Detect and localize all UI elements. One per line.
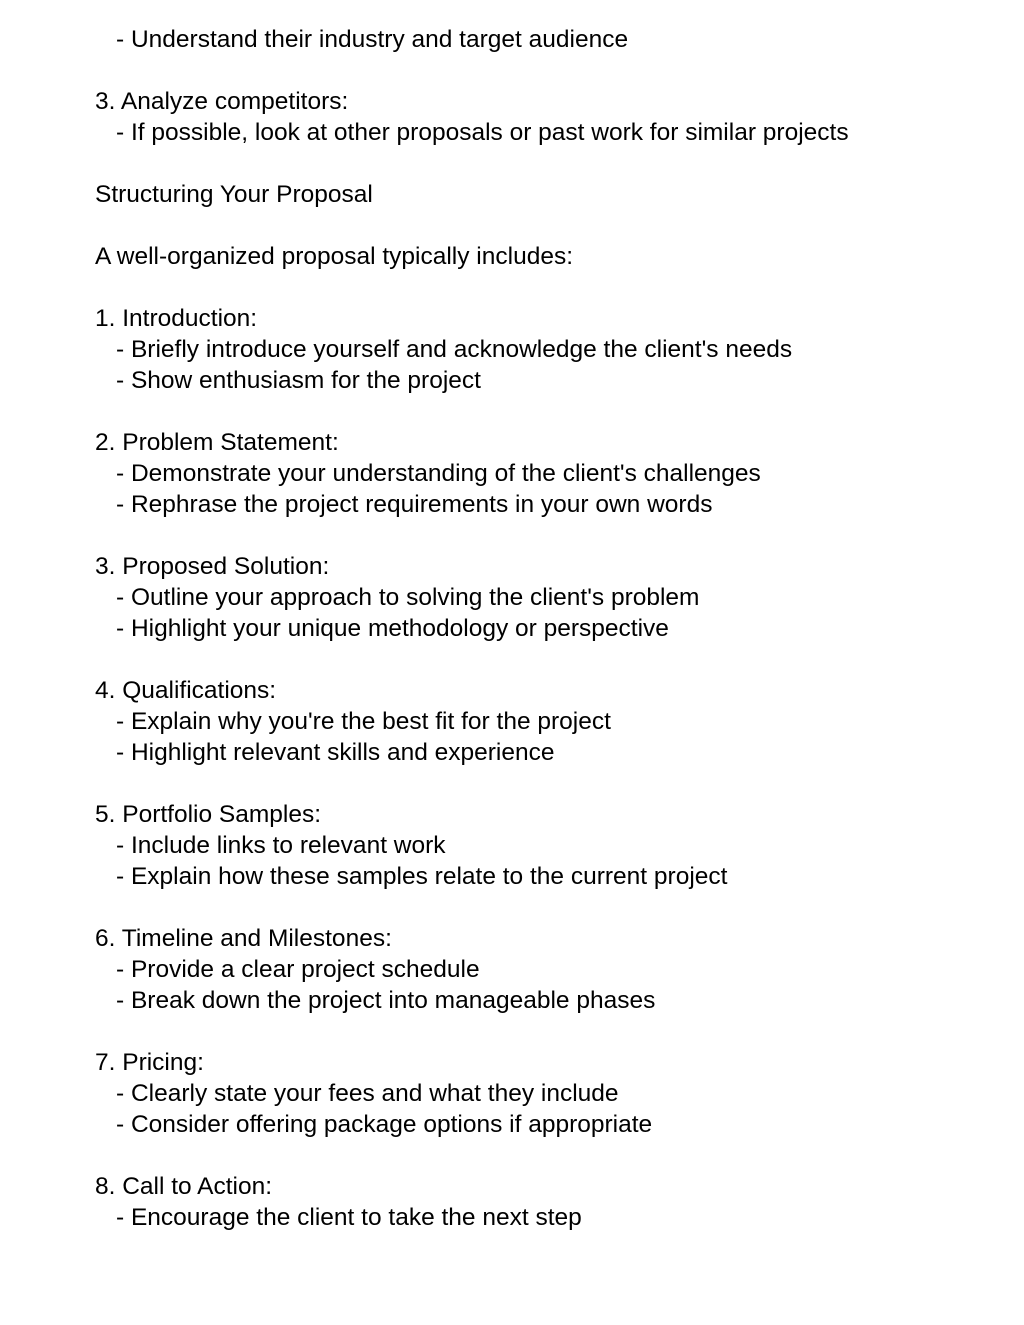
blank-line — [95, 892, 995, 923]
blank-line — [95, 768, 995, 799]
blank-line — [95, 55, 995, 86]
bullet-line: - Encourage the client to take the next step — [116, 1204, 582, 1231]
bullet-line: - Highlight relevant skills and experience — [116, 739, 555, 766]
bullet-line: - Include links to relevant work — [116, 832, 446, 859]
numbered-heading: 5. Portfolio Samples: — [95, 801, 322, 828]
blank-line — [95, 1016, 995, 1047]
bullet-line: - Provide a clear project schedule — [116, 956, 480, 983]
blank-line — [95, 644, 995, 675]
blank-line — [95, 1140, 995, 1171]
bullet-line: - Clearly state your fees and what they include — [116, 1080, 619, 1107]
numbered-heading: 3. Proposed Solution: — [95, 553, 330, 580]
blank-line — [95, 272, 995, 303]
bullet-line: - Outline your approach to solving the client's problem — [116, 584, 700, 611]
numbered-heading: 2. Problem Statement: — [95, 429, 339, 456]
numbered-heading: 3. Analyze competitors: — [95, 88, 349, 115]
numbered-heading: 7. Pricing: — [95, 1049, 204, 1076]
numbered-heading: 8. Call to Action: — [95, 1173, 273, 1200]
bullet-line: - Demonstrate your understanding of the client's challenges — [116, 460, 761, 487]
paragraph-line: Structuring Your Proposal — [95, 181, 373, 208]
bullet-line: - Explain why you're the best fit for the project — [116, 708, 611, 735]
bullet-line: - Explain how these samples relate to the current project — [116, 863, 728, 890]
bullet-line: - Break down the project into manageable phases — [116, 987, 656, 1014]
blank-line — [95, 520, 995, 551]
numbered-heading: 4. Qualifications: — [95, 677, 277, 704]
numbered-heading: 1. Introduction: — [95, 305, 258, 332]
bullet-line: - Rephrase the project requirements in your own words — [116, 491, 713, 518]
bullet-line: - Highlight your unique methodology or perspective — [116, 615, 669, 642]
blank-line — [95, 210, 995, 241]
blank-line — [95, 148, 995, 179]
bullet-line: - If possible, look at other proposals or past work for similar projects — [116, 119, 849, 146]
bullet-line: - Briefly introduce yourself and acknowledge the client's needs — [116, 336, 793, 363]
document-page — [95, 24, 995, 1233]
paragraph-line: A well-organized proposal typically includes: — [95, 243, 574, 270]
bullet-line: - Show enthusiasm for the project — [116, 367, 481, 394]
bullet-line: - Consider offering package options if appropriate — [116, 1111, 653, 1138]
blank-line — [95, 396, 995, 427]
bullet-line: - Understand their industry and target audience — [116, 26, 629, 53]
numbered-heading: 6. Timeline and Milestones: — [95, 925, 392, 952]
